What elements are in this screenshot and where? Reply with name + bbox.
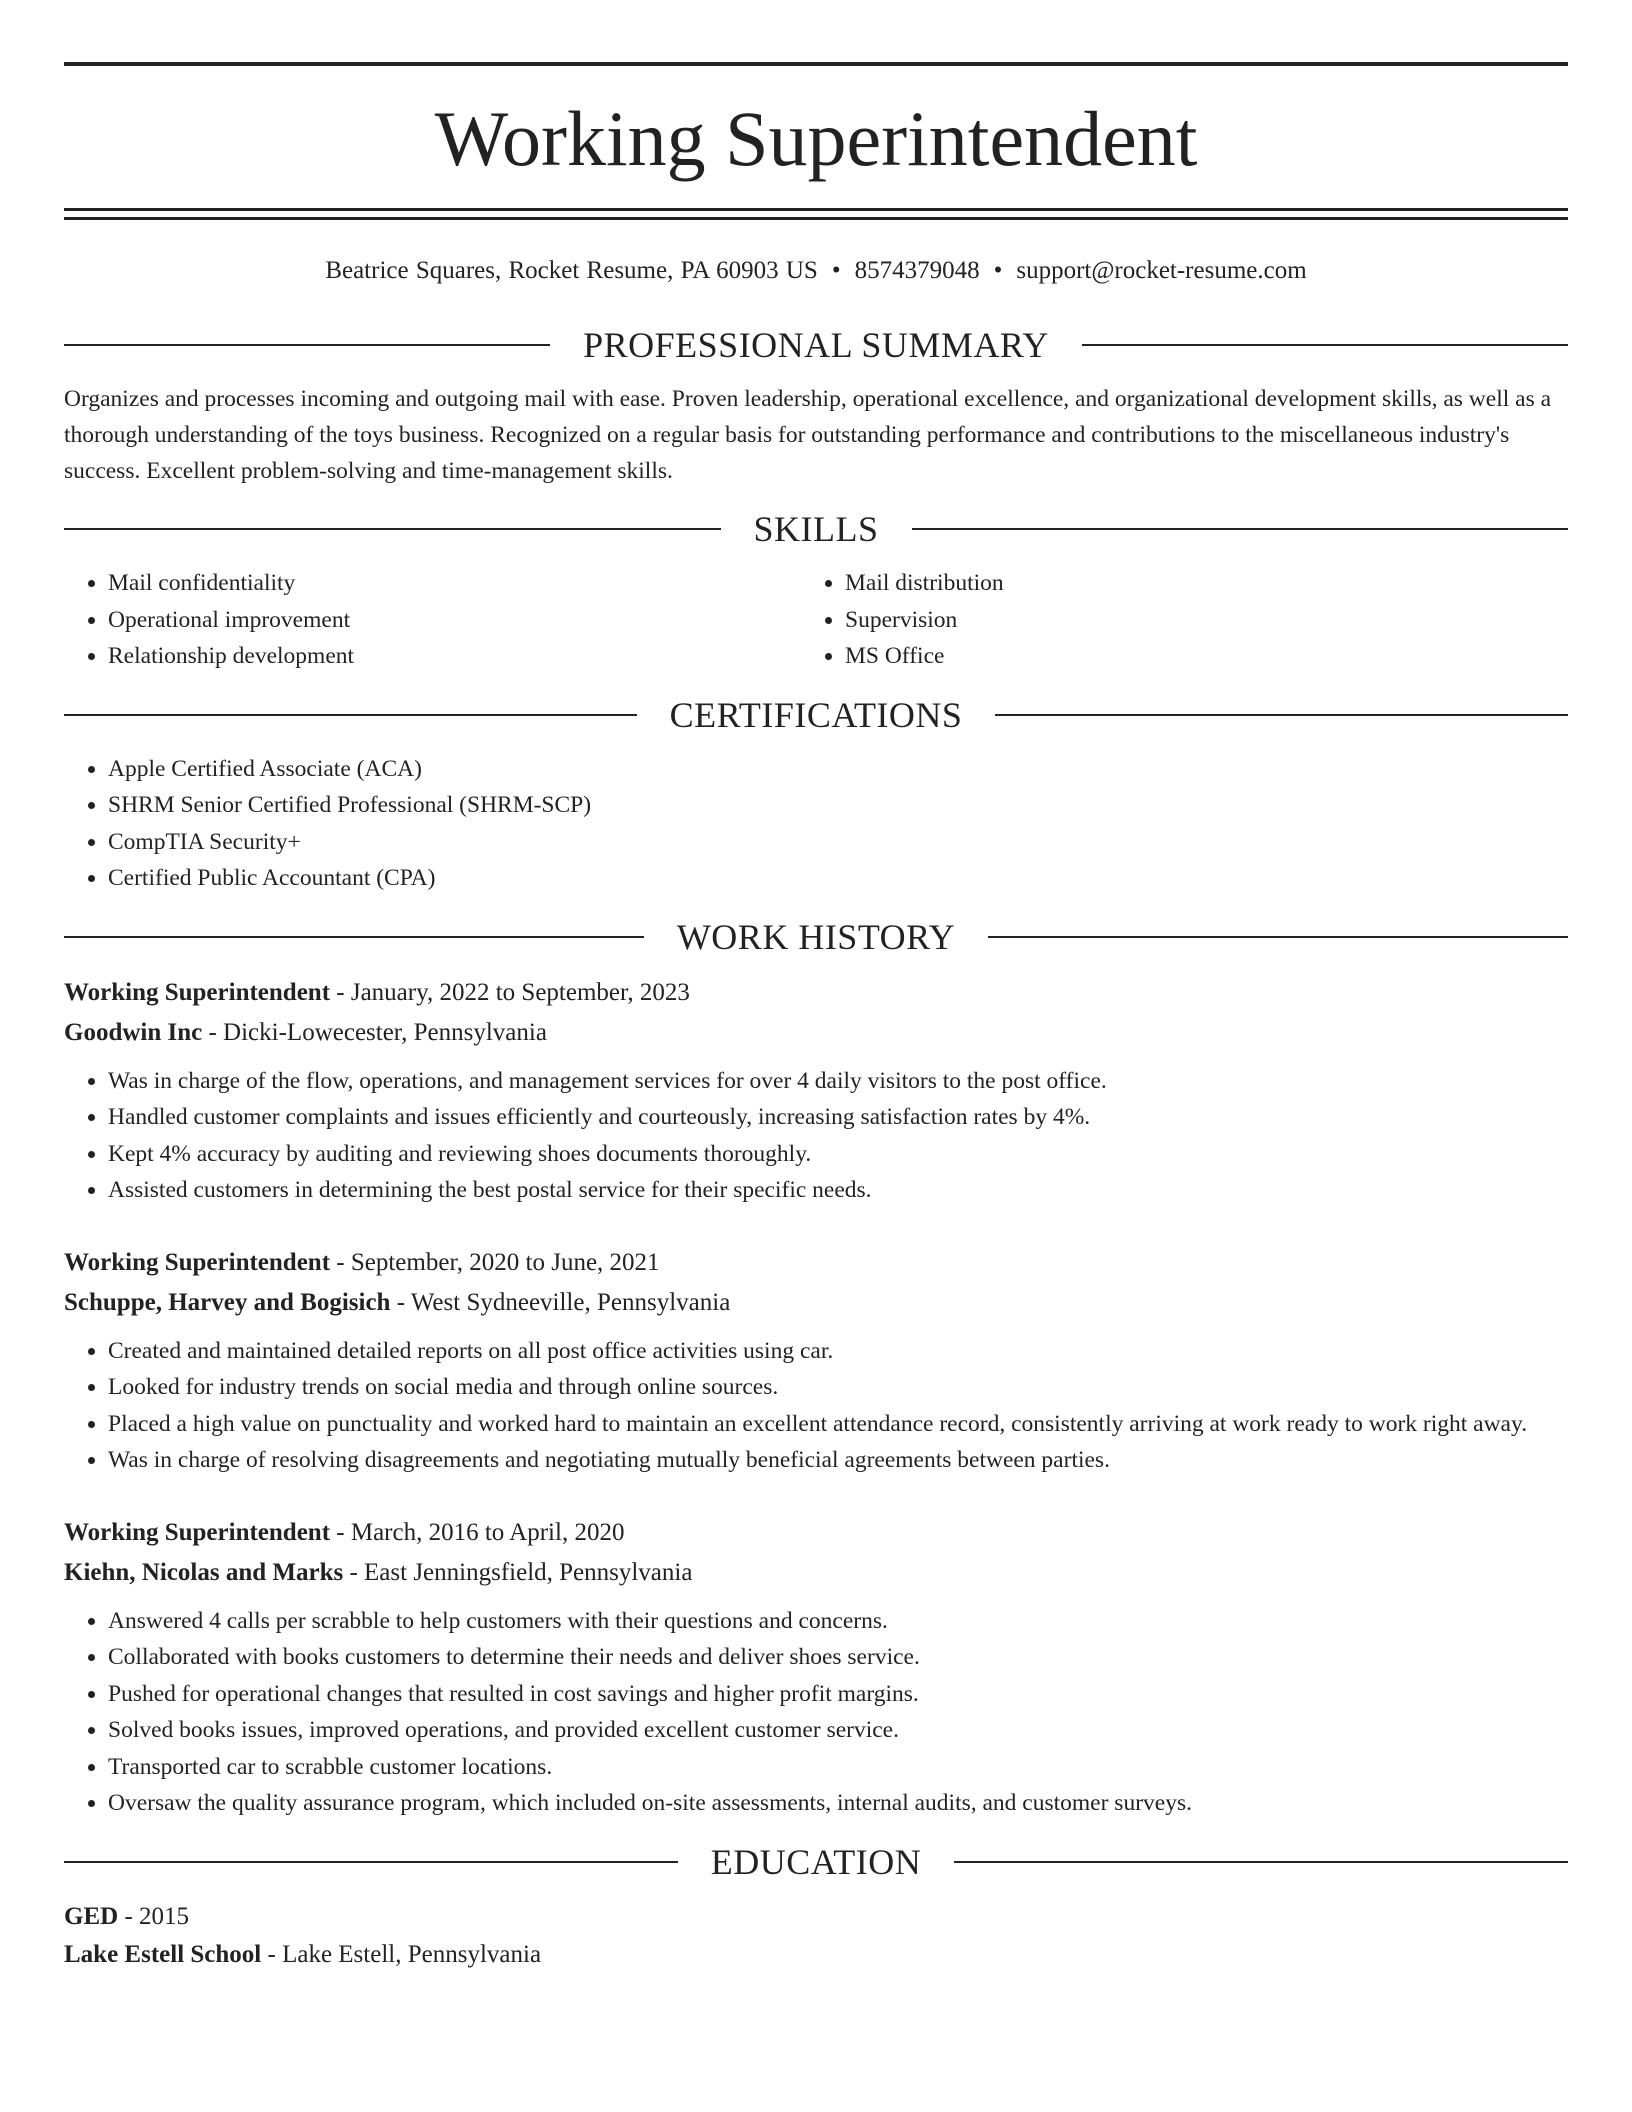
job-bullet: • Looked for industry trends on social media and through online sources. <box>108 1369 1568 1406</box>
job-location: - East Jenningsfield, Pennsylvania <box>343 1558 693 1586</box>
job-bullet: • Assisted customers in determining the best postal service for their specific needs. <box>108 1172 1568 1209</box>
section-heading-education <box>64 1841 1568 1882</box>
skill-item: • MS Office <box>845 638 1568 675</box>
heading-rule <box>912 528 1569 530</box>
section-title: WORK HISTORY <box>676 916 956 957</box>
education-location: - Lake Estell, Pennsylvania <box>261 1940 542 1968</box>
job-company-line <box>64 1013 1568 1053</box>
heading-rule <box>1082 344 1568 346</box>
job-company: Schuppe, Harvey and Bogisich <box>64 1288 391 1316</box>
contact-separator: • <box>831 257 841 284</box>
job-title-line <box>64 973 1568 1013</box>
education-year: - 2015 <box>118 1902 190 1930</box>
certification-item: • CompTIA Security+ <box>108 824 1568 861</box>
job-title: Working Superintendent <box>64 978 331 1006</box>
heading-rule <box>64 714 637 716</box>
skill-item: • Operational improvement <box>108 602 831 639</box>
certification-item: • Certified Public Accountant (CPA) <box>108 860 1568 897</box>
heading-rule <box>64 936 644 938</box>
job-entry <box>64 973 1568 1209</box>
job-entry <box>64 1243 1568 1479</box>
education-school-line <box>64 1936 1568 1974</box>
job-location: - West Sydneeville, Pennsylvania <box>390 1288 731 1316</box>
title-rule <box>64 208 1568 211</box>
contact-phone: 8574379048 <box>854 257 980 284</box>
job-entry <box>64 1513 1568 1822</box>
job-bullet: • Created and maintained detailed reports on all post office activities using car. <box>108 1333 1568 1370</box>
job-title-line <box>64 1243 1568 1283</box>
skill-item: • Mail confidentiality <box>108 565 831 602</box>
job-bullet: • Was in charge of the flow, operations, and management services for over 4 daily visitors to the post office. <box>108 1063 1568 1100</box>
job-bullets <box>64 1063 1568 1209</box>
job-company-line <box>64 1283 1568 1323</box>
skill-item: • Relationship development <box>108 638 831 675</box>
heading-rule <box>64 1861 678 1863</box>
heading-rule <box>995 714 1568 716</box>
job-bullets <box>64 1603 1568 1822</box>
job-dates: - January, 2022 to September, 2023 <box>330 978 690 1006</box>
contact-line <box>64 257 1568 285</box>
job-bullet: • Was in charge of resolving disagreements and negotiating mutually beneficial agreements between parties. <box>108 1442 1568 1479</box>
job-title: Working Superintendent <box>64 1518 331 1546</box>
skill-item: • Mail distribution <box>845 565 1568 602</box>
skills-column-right <box>801 565 1568 675</box>
summary-text: Organizes and processes incoming and outgoing mail with ease. Proven leadership, operational excellence, and organizational development skills, as well as a thorough understanding of the toys business. Recognized on a regular basis for outstanding performance and contributions to the miscellaneous industry's success. Excellent problem-solving and time-management skills. <box>64 386 1552 484</box>
title-rule <box>64 217 1568 220</box>
section-title: CERTIFICATIONS <box>669 694 963 735</box>
section-title: EDUCATION <box>710 1841 922 1882</box>
job-bullet: • Pushed for operational changes that resulted in cost savings and higher profit margins. <box>108 1676 1568 1713</box>
job-bullet: • Collaborated with books customers to determine their needs and deliver shoes service. <box>108 1639 1568 1676</box>
section-heading-certifications <box>64 694 1568 735</box>
certification-item: • Apple Certified Associate (ACA) <box>108 751 1568 788</box>
job-bullet: • Kept 4% accuracy by auditing and reviewing shoes documents thoroughly. <box>108 1136 1568 1173</box>
skills-column-left <box>64 565 831 675</box>
job-bullet: • Solved books issues, improved operations, and provided excellent customer service. <box>108 1712 1568 1749</box>
heading-rule <box>64 528 721 530</box>
section-title: PROFESSIONAL SUMMARY <box>583 325 1049 365</box>
job-company: Goodwin Inc <box>64 1018 203 1046</box>
education-school: Lake Estell School <box>64 1940 262 1968</box>
certifications-list <box>64 751 1568 897</box>
job-bullet: • Answered 4 calls per scrabble to help customers with their questions and concerns. <box>108 1603 1568 1640</box>
job-bullet: • Oversaw the quality assurance program, which included on-site assessments, internal audits, and customer surveys. <box>108 1785 1568 1822</box>
education-degree: GED <box>64 1902 119 1930</box>
job-bullet: • Transported car to scrabble customer locations. <box>108 1749 1568 1786</box>
section-heading-summary <box>64 327 1568 363</box>
heading-rule <box>988 936 1568 938</box>
job-company-line <box>64 1553 1568 1593</box>
heading-rule <box>954 1861 1568 1863</box>
skill-item: • Supervision <box>845 602 1568 639</box>
job-bullets <box>64 1333 1568 1479</box>
contact-email[interactable]: support@rocket-resume.com <box>1016 257 1307 284</box>
job-title-line <box>64 1513 1568 1553</box>
education-degree-line <box>64 1898 1568 1936</box>
job-dates: - September, 2020 to June, 2021 <box>330 1248 660 1276</box>
resume-title: Working Superintendent <box>434 95 1198 182</box>
job-bullet: • Handled customer complaints and issues efficiently and courteously, increasing satisfaction rates by 4%. <box>108 1099 1568 1136</box>
heading-rule <box>64 344 550 346</box>
section-heading-skills <box>64 511 1568 547</box>
contact-separator: • <box>993 257 1003 284</box>
job-location: - Dicki-Lowecester, Pennsylvania <box>202 1018 547 1046</box>
top-rule <box>64 62 1568 66</box>
certification-item: • SHRM Senior Certified Professional (SHRM-SCP) <box>108 787 1568 824</box>
job-bullet: • Placed a high value on punctuality and worked hard to maintain an excellent attendance record, consistently arriving at work ready to work right away. <box>108 1406 1568 1443</box>
section-title: SKILLS <box>753 509 879 549</box>
job-company: Kiehn, Nicolas and Marks <box>64 1558 344 1586</box>
job-title: Working Superintendent <box>64 1248 331 1276</box>
contact-address: Beatrice Squares, Rocket Resume, PA 60903 US <box>325 257 818 284</box>
skills-list <box>64 565 1568 675</box>
section-heading-work <box>64 916 1568 957</box>
job-dates: - March, 2016 to April, 2020 <box>330 1518 625 1546</box>
resume-page <box>64 62 1568 1974</box>
